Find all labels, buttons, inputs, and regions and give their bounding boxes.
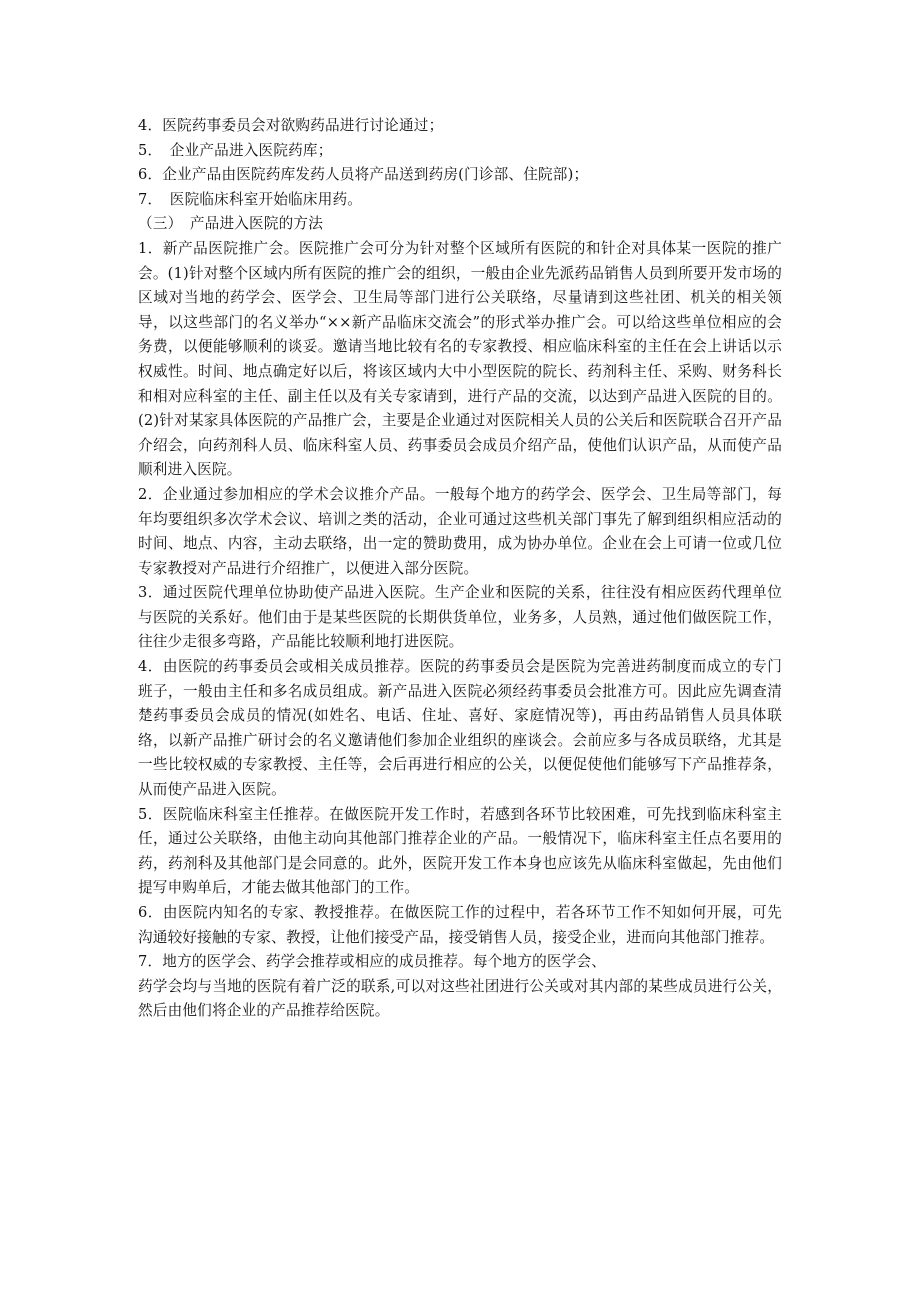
method-paragraph-4: 4．由医院的药事委员会或相关成员推荐。医院的药事委员会是医院为完善进药制度而成立的专门班子，一般由主任和多名成员组成。新产品进入医院必须经药事委员会批准方可。因此应先调查清楚药事委员会成员的情况(如姓名、电话、住址、喜好、家庭情况等)，再由药品销售人员具体联络，以新产品推广研讨会的名义邀请他们参加企业组织的座谈会。会前应多与各成员联络，尤其是一些比较权威的专家教授、主任等，会后再进行相应的公关，以便促使他们能够写下产品推荐条，从而使产品进入医院。 (138, 658, 782, 799)
list-item-step-6: 6．企业产品由医院药库发药人员将产品送到药房(门诊部、住院部)； (138, 166, 589, 184)
document-body (138, 114, 782, 1024)
method-paragraph-6: 6．由医院内知名的专家、教授推荐。在做医院工作的过程中，若各环节工作不知如何开展，可先沟通较好接触的专家、教授，让他们接受产品，接受销售人员，接受企业，进而向其他部门推荐。 (138, 904, 782, 946)
list-item-step-4: 4．医院药事委员会对欲购药品进行讨论通过； (138, 117, 444, 134)
method-paragraph-2: 2．企业通过参加相应的学术会议推介产品。一般每个地方的药学会、医学会、卫生局等部门，每年均要组织多次学术会议、培训之类的活动，企业可通过这些机关部门事先了解到组织相应活动的时间、地点、内容，主动去联络，出一定的赞助费用，成为协办单位。企业在会上可请一位或几位专家教授对产品进行介绍推广，以便进入部分医院。 (138, 485, 782, 577)
section-heading: （三） 产品进入医院的方法 (138, 215, 324, 233)
method-paragraph-1: 1．新产品医院推广会。医院推广会可分为针对整个区域所有医院的和针企对具体某一医院的推广会。(1)针对整个区域内所有医院的推广会的组织，一般由企业先派药品销售人员到所要开发市场的区域对当地的药学会、医学会、卫生局等部门进行公关联络，尽量请到这些社团、机关的相关领导，以这些部门的名义举办“××新产品临床交流会”的形式举办推广会。可以给这些单位相应的会务费，以便能够顺利的谈妥。邀请当地比较有名的专家教授、相应临床科室的主任在会上讲话以示权威性。时间、地点确定好以后，将该区域内大中小型医院的院长、药剂科主任、采购、财务科长和相对应科室的主任、副主任以及有关专家请到，进行产品的交流，以达到产品进入医院的目的。(2)针对某家具体医院的产品推广会，主要是企业通过对医院相关人员的公关后和医院联合召开产品介绍会，向药剂科人员、临床科室人员、药事委员会成员介绍产品，使他们认识产品，从而使产品顺利进入医院。 (138, 239, 782, 479)
method-paragraph-7: 7．地方的医学会、药学会推荐或相应的成员推荐。每个地方的医学会、 (138, 953, 607, 971)
method-paragraph-3: 3．通过医院代理单位协助使产品进入医院。生产企业和医院的关系，往往没有相应医药代理单位与医院的关系好。他们由于是某些医院的长期供货单位，业务多，人员熟，通过他们做医院工作，往往少走很多弯路，产品能比较顺利地打进医院。 (138, 584, 782, 651)
list-item-step-7: 7． 医院临床科室开始临床用药。 (138, 190, 363, 208)
list-item-step-5: 5． 企业产品进入医院药库； (138, 141, 333, 159)
method-paragraph-7-continued: 药学会均与当地的医院有着广泛的联系,可以对这些社团进行公关或对其内部的某些成员进行公关，然后由他们将企业的产品推荐给医院。 (138, 977, 782, 1020)
method-paragraph-5: 5．医院临床科室主任推荐。在做医院开发工作时，若感到各环节比较困难，可先找到临床科室主任，通过公关联络，由他主动向其他部门推荐企业的产品。一般情况下，临床科室主任点名要用的药，药剂科及其他部门是会同意的。此外，医院开发工作本身也应该先从临床科室做起，先由他们提写申购单后，才能去做其他部门的工作。 (138, 805, 782, 897)
